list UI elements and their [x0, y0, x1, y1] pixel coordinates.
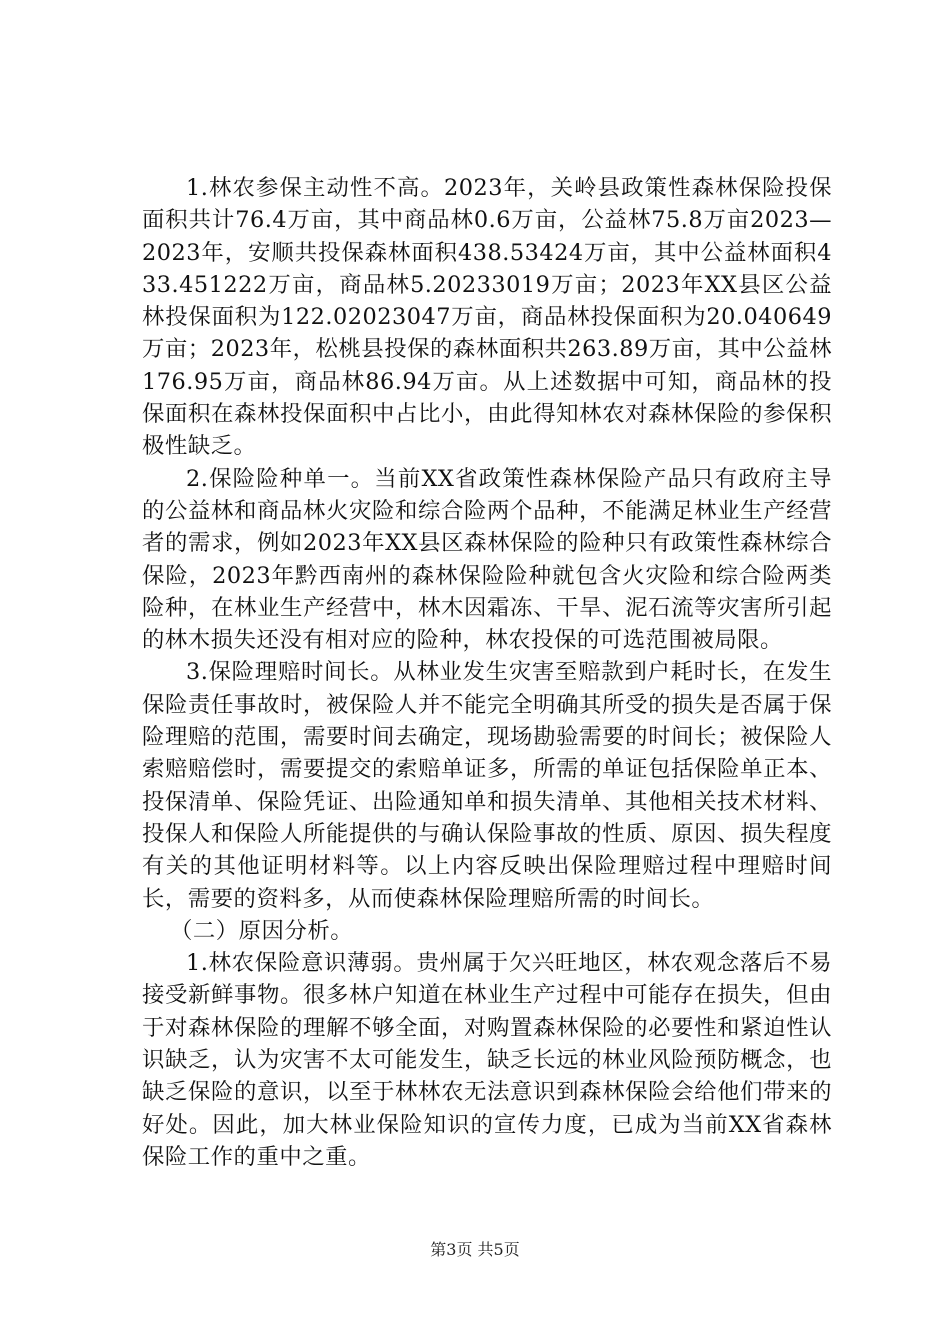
section-heading-cause-analysis: （二）原因分析。 [170, 917, 354, 944]
document-body [142, 172, 832, 1173]
page-footer: 第3页 共5页 [430, 1240, 520, 1259]
paragraph-low-participation: 1.林农参保主动性不高。2023年，关岭县政策性森林保险投保面积共计76.4万亩，其中商品林0.6万亩，公益林75.8万亩2023—2023年，安顺共投保森林面积438.53424万亩，其中公益林面积433.451222万亩，商品林5.20233019万亩；2023年XX县区公益林投保面积为122.02023047万亩，商品林投保面积为20.040649万亩；2023年，松桃县投保的森林面积共263.89万亩，其中公益林176.95万亩，商品林86.94万亩。从上述数据中可知，商品林的投保面积在森林投保面积中占比小，由此得知林农对森林保险的参保积极性缺乏。 [142, 175, 832, 460]
paragraph-long-claim-time: 3.保险理赔时间长。从林业发生灾害至赔款到户耗时长，在发生保险责任事故时，被保险人并不能完全明确其所受的损失是否属于保险理赔的范围，需要时间去确定，现场勘验需要的时间长；被保险人索赔赔偿时，需要提交的索赔单证多，所需的单证包括保险单正本、投保清单、保险凭证、出险通知单和损失清单、其他相关技术材料、投保人和保险人所能提供的与确认保险事故的性质、原因、损失程度有关的其他证明材料等。以上内容反映出保险理赔过程中理赔时间长，需要的资料多，从而使森林保险理赔所需的时间长。 [142, 659, 832, 912]
paragraph-weak-insurance-awareness: 1.林农保险意识薄弱。贵州属于欠兴旺地区，林农观念落后不易接受新鲜事物。很多林户知道在林业生产过程中可能存在损失，但由于对森林保险的理解不够全面，对购置森林保险的必要性和紧迫性认识缺乏，认为灾害不太可能发生，缺乏长远的林业风险预防概念，也缺乏保险的意识，以至于林林农无法意识到森林保险会给他们带来的好处。因此，加大林业保险知识的宣传力度，已成为当前XX省森林保险工作的重中之重。 [142, 950, 832, 1170]
paragraph-single-insurance-type: 2.保险险种单一。当前XX省政策性森林保险产品只有政府主导的公益林和商品林火灾险和综合险两个品种，不能满足林业生产经营者的需求，例如2023年XX县区森林保险的险种只有政策性森林综合保险，2023年黔西南州的森林保险险种就包含火灾险和综合险两类险种，在林业生产经营中，林木因霜冻、干旱、泥石流等灾害所引起的林木损失还没有相对应的险种，林农投保的可选范围被局限。 [142, 465, 832, 654]
